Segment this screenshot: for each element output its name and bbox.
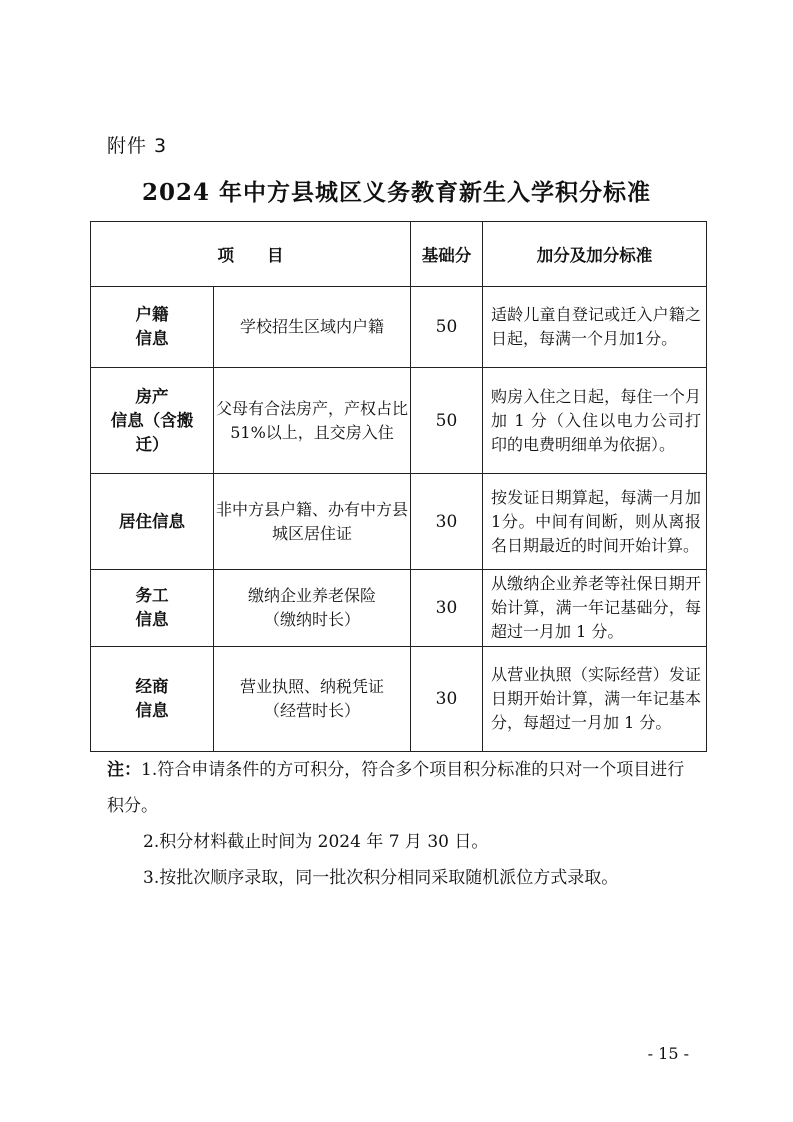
table-row	[91, 368, 707, 474]
row-bonus-rule: 适龄儿童自登记或迁入户籍之日起，每满一个月加1分。	[483, 287, 707, 368]
row-category: 房产 信息（含搬 迁）	[91, 368, 214, 474]
row-base-score: 30	[411, 474, 483, 570]
table-row	[91, 287, 707, 368]
header-item: 项 目	[91, 222, 411, 287]
row-base-score: 30	[411, 647, 483, 752]
row-item: 营业执照、纳税凭证 （经营时长）	[214, 647, 411, 752]
row-item: 非中方县户籍、办有中方县城区居住证	[214, 474, 411, 570]
row-base-score: 50	[411, 287, 483, 368]
row-category: 居住信息	[91, 474, 214, 570]
note-item-1	[107, 752, 697, 824]
row-item: 学校招生区域内户籍	[214, 287, 411, 368]
document-title: 2024 年中方县城区义务教育新生入学积分标准	[141, 179, 652, 206]
table-row	[91, 570, 707, 647]
row-bonus-rule: 购房入住之日起，每住一个月加 1 分（入住以电力公司打印的电费明细单为依据）。	[483, 368, 707, 474]
notes-section	[107, 752, 697, 896]
header-base-score: 基础分	[411, 222, 483, 287]
page-number: - 15 -	[647, 1044, 689, 1063]
row-category: 户籍 信息	[91, 287, 214, 368]
note-item-2: 2.积分材料截止时间为 2024 年 7 月 30 日。	[143, 832, 489, 852]
row-bonus-rule: 从缴纳企业养老等社保日期开始计算，满一年记基础分，每超过一月加 1 分。	[483, 570, 707, 647]
note-text: 1.符合申请条件的方可积分，符合多个项目积分标准的只对一个项目进行积分。	[107, 760, 685, 816]
row-item: 缴纳企业养老保险 （缴纳时长）	[214, 570, 411, 647]
row-base-score: 50	[411, 368, 483, 474]
row-base-score: 30	[411, 570, 483, 647]
row-item: 父母有合法房产，产权占比 51%以上，且交房入住	[214, 368, 411, 474]
note-item-3: 3.按批次顺序录取，同一批次积分相同采取随机派位方式录取。	[143, 868, 619, 888]
score-standard-table	[90, 221, 707, 752]
row-bonus-rule: 从营业执照（实际经营）发证日期开始计算，满一年记基本分，每超过一月加 1 分。	[483, 647, 707, 752]
row-category: 务工 信息	[91, 570, 214, 647]
attachment-label: 附件 3	[107, 135, 168, 157]
table-row	[91, 647, 707, 752]
header-bonus-standard: 加分及加分标准	[483, 222, 707, 287]
row-category: 经商 信息	[91, 647, 214, 752]
table-header-row	[91, 222, 707, 287]
table-row	[91, 474, 707, 570]
row-bonus-rule: 按发证日期算起，每满一月加 1分。中间有间断，则从离报名日期最近的时间开始计算。	[483, 474, 707, 570]
notes-label: 注：	[107, 760, 141, 780]
